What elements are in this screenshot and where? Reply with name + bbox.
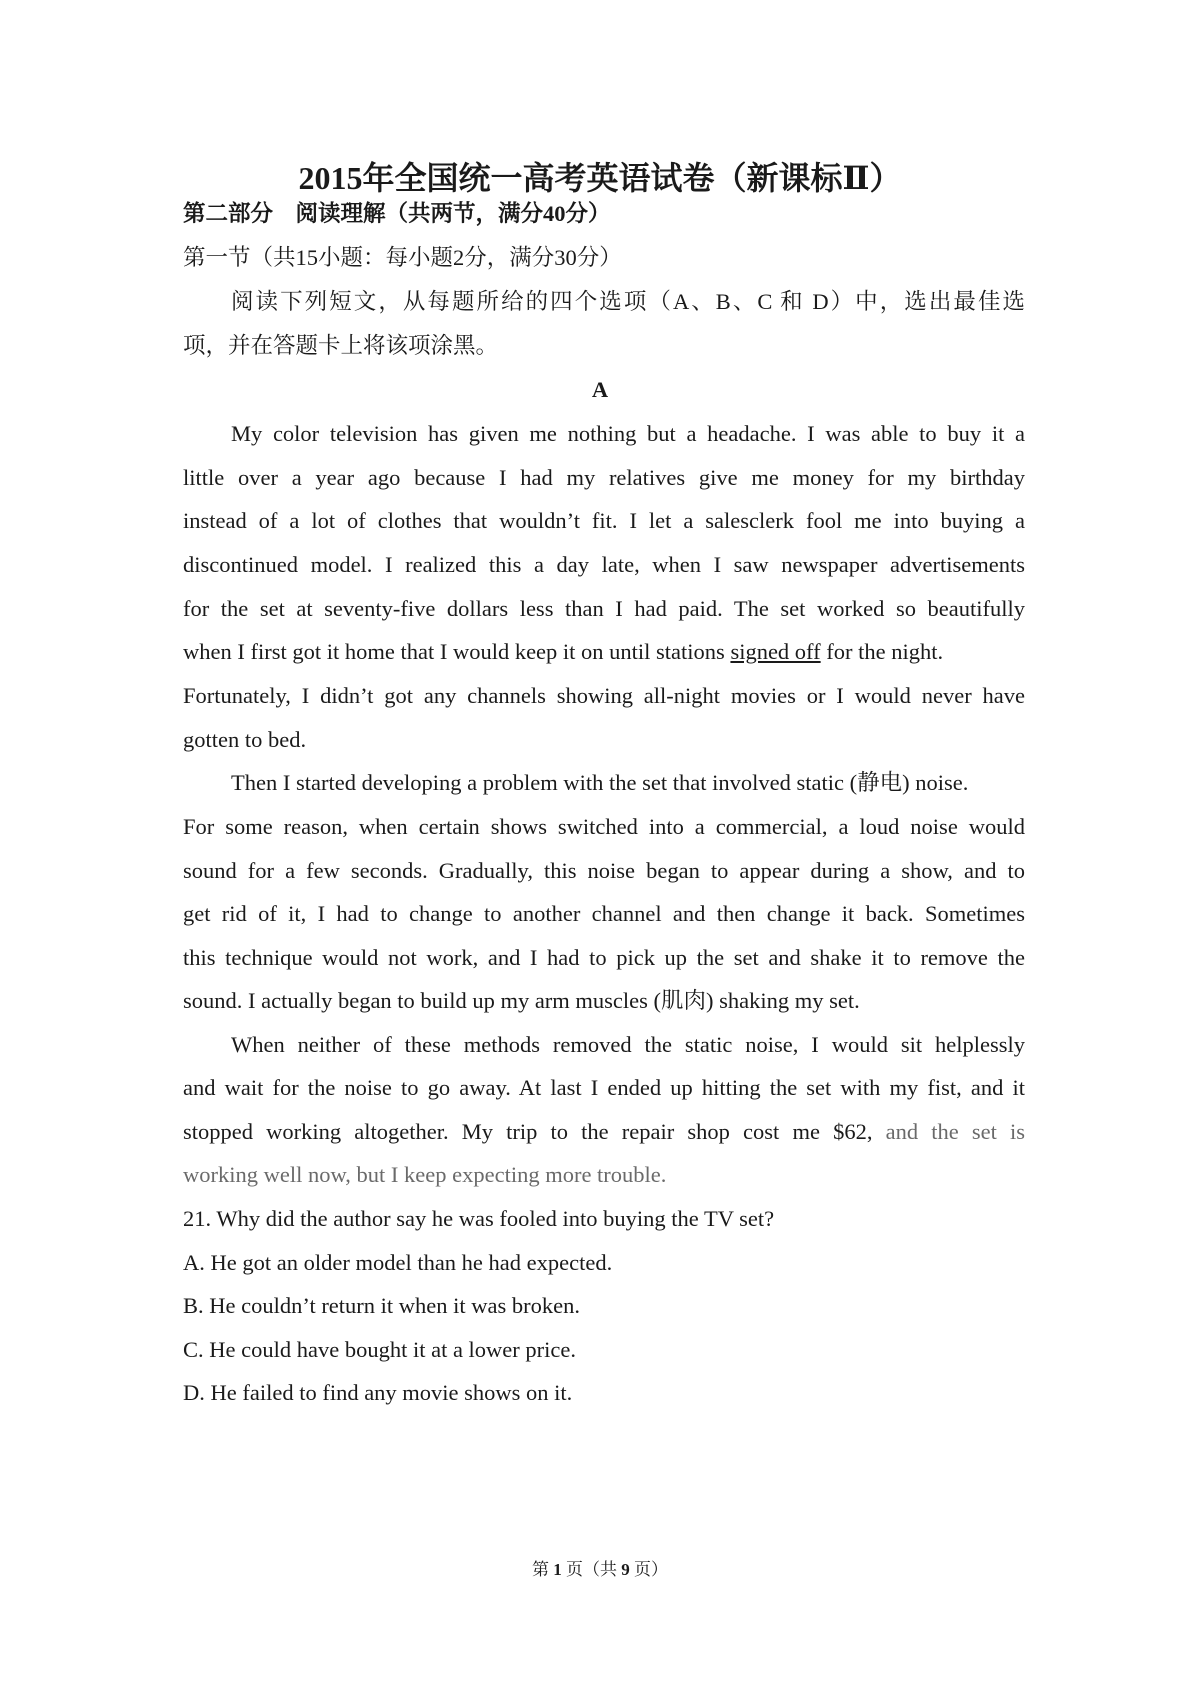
question-stem: 21. Why did the author say he was fooled into buying the TV set? [183,1206,775,1231]
page-title: 2015年全国统一高考英语试卷（新课标Ⅱ） [298,160,902,196]
passage-line: and wait for the noise to go away. At last I ended up hitting the set with my fist, and it [183,1075,1025,1100]
answer-option-a: A. He got an older model than he had expected. [183,1250,613,1275]
page-footer [0,1558,1200,1582]
page-number: 1 [553,1560,562,1579]
passage-line: little over a year ago because I had my relatives give me money for my birthday [183,465,1025,490]
passage-label: A [591,377,609,402]
answer-option-d: D. He failed to find any movie shows on it. [183,1380,573,1405]
total-pages: 9 [621,1560,630,1579]
passage-text: when I first got it home that I would keep it on until stations [183,639,731,664]
footer-text: 页（共 [561,1560,622,1579]
footer-text: 页） [629,1560,668,1579]
part-heading: 第二部分 阅读理解（共两节，满分40分） [183,201,611,226]
passage-line: discontinued model. I realized this a day late, when I saw newspaper advertisements [183,552,1025,577]
underlined-phrase: signed off [730,639,821,664]
passage-text: for the night. [820,639,944,664]
passage-line: instead of a lot of clothes that wouldn’t fit. I let a salesclerk fool me into buying a [183,508,1025,533]
passage-line: sound for a few seconds. Gradually, this noise began to appear during a show, and to [183,858,1025,883]
passage-line: gotten to bed. [183,727,307,752]
passage-text-faded: and the set is [872,1119,1025,1144]
instructions-line: 阅读下列短文，从每题所给的四个选项（A、B、C 和 D）中，选出最佳选 [231,289,1025,314]
passage-line: for the set at seventy-five dollars less than I had paid. The set worked so beautifully [183,596,1025,621]
passage-line: working well now, but I keep expecting more trouble. [183,1162,667,1187]
passage-line: this technique would not work, and I had to pick up the set and shake it to remove the [183,945,1025,970]
answer-option-b: B. He couldn’t return it when it was broken. [183,1293,581,1318]
passage-line: sound. I actually began to build up my arm muscles (肌肉) shaking my set. [183,988,860,1013]
passage-line: Then I started developing a problem with the set that involved static (静电) noise. [231,770,969,795]
passage-text: stopped working altogether. My trip to the repair shop cost me $62, [183,1119,873,1144]
passage-line: My color television has given me nothing but a headache. I was able to buy it a [231,421,1025,446]
passage-line [183,637,1025,667]
instructions-line: 项，并在答题卡上将该项涂黑。 [183,333,499,358]
answer-option-c: C. He could have bought it at a lower price. [183,1337,577,1362]
passage-line: When neither of these methods removed the static noise, I would sit helplessly [231,1032,1025,1057]
section-heading: 第一节（共15小题：每小题2分，满分30分） [183,245,622,270]
passage-line: For some reason, when certain shows switched into a commercial, a loud noise would [183,814,1025,839]
passage-line [183,1117,1025,1147]
footer-text: 第 [532,1560,554,1579]
passage-line: Fortunately, I didn’t got any channels showing all-night movies or I would never have [183,683,1025,708]
passage-line: get rid of it, I had to change to another channel and then change it back. Sometimes [183,901,1025,926]
